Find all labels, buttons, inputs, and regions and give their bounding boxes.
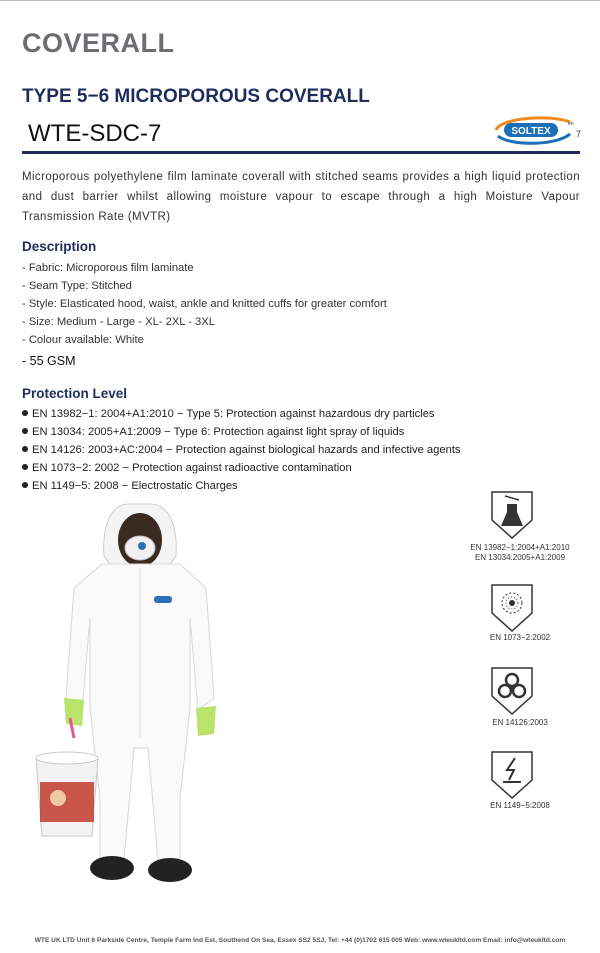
intro-paragraph: Microporous polyethylene film laminate coverall with stitched seams provides a high liquid protection and dust barrier whilst allowing moisture vapour to escape through a high Moisture Vapour Transmission Rate (MVTR) bbox=[22, 171, 580, 223]
protection-item: EN 13982−1: 2004+A1:2010 − Type 5: Protection against hazardous dry particles bbox=[22, 405, 461, 423]
protection-heading: Protection Level bbox=[22, 386, 128, 401]
biohazard-icon bbox=[477, 666, 547, 716]
description-item: - 55 GSM bbox=[22, 354, 76, 368]
electrostatic-icon bbox=[477, 750, 547, 800]
protection-item: EN 13034: 2005+A1:2009 − Type 6: Protection against light spray of liquids bbox=[22, 423, 461, 441]
cert-label: EN 13982−1:2004+A1:2010 EN 13034:2005+A1:2009 bbox=[470, 543, 570, 562]
description-item: - Size: Medium - Large - XL- 2XL - 3XL bbox=[22, 316, 215, 328]
radioactive-contamination-icon bbox=[477, 583, 547, 633]
description-item: - Colour available: White bbox=[22, 334, 144, 346]
description-item: - Seam Type: Stitched bbox=[22, 280, 132, 292]
logo-superscript: en bbox=[568, 121, 574, 127]
header-rule bbox=[22, 151, 580, 154]
bullet-icon bbox=[22, 428, 28, 434]
product-code: WTE-SDC-7 bbox=[28, 120, 162, 147]
page-title: COVERALL bbox=[22, 28, 175, 58]
logo-text: SOLTEX bbox=[511, 126, 551, 137]
description-item: - Style: Elasticated hood, waist, ankle and knitted cuffs for greater comfort bbox=[22, 298, 387, 310]
protection-list bbox=[22, 405, 461, 495]
bullet-icon bbox=[22, 464, 28, 470]
bullet-icon bbox=[22, 410, 28, 416]
description-item: - Fabric: Microporous film laminate bbox=[22, 262, 194, 274]
bullet-icon bbox=[22, 446, 28, 452]
product-type-heading: TYPE 5−6 MICROPOROUS COVERALL bbox=[22, 86, 370, 107]
cert-label: EN 14126:2003 bbox=[492, 718, 548, 727]
logo-suffix: 7 bbox=[576, 129, 582, 139]
protection-item: EN 1073−2: 2002 − Protection against radioactive contamination bbox=[22, 459, 461, 477]
coverall-product-photo bbox=[30, 498, 250, 898]
cert-label: EN 1149−5:2008 bbox=[490, 801, 550, 810]
chemical-hazard-icon bbox=[477, 490, 547, 540]
description-heading: Description bbox=[22, 239, 97, 254]
top-divider bbox=[0, 0, 600, 1]
description-list bbox=[22, 259, 387, 370]
bullet-icon bbox=[22, 482, 28, 488]
soltex-logo bbox=[490, 112, 582, 148]
protection-item: EN 1149−5: 2008 − Electrostatic Charges bbox=[22, 477, 461, 495]
cert-label: EN 1073−2:2002 bbox=[489, 633, 551, 642]
footer-contact: WTE UK LTD Unit 6 Parkside Centre, Temple Farm Ind Est, Southend On Sea, Essex SS2 5SJ, Tel: +44 (0)1702 615 005 Web: www.wteukltd.com Email: info@wteukltd.com bbox=[34, 937, 566, 944]
protection-item: EN 14126: 2003+AC:2004 − Protection against biological hazards and infective agents bbox=[22, 441, 461, 459]
